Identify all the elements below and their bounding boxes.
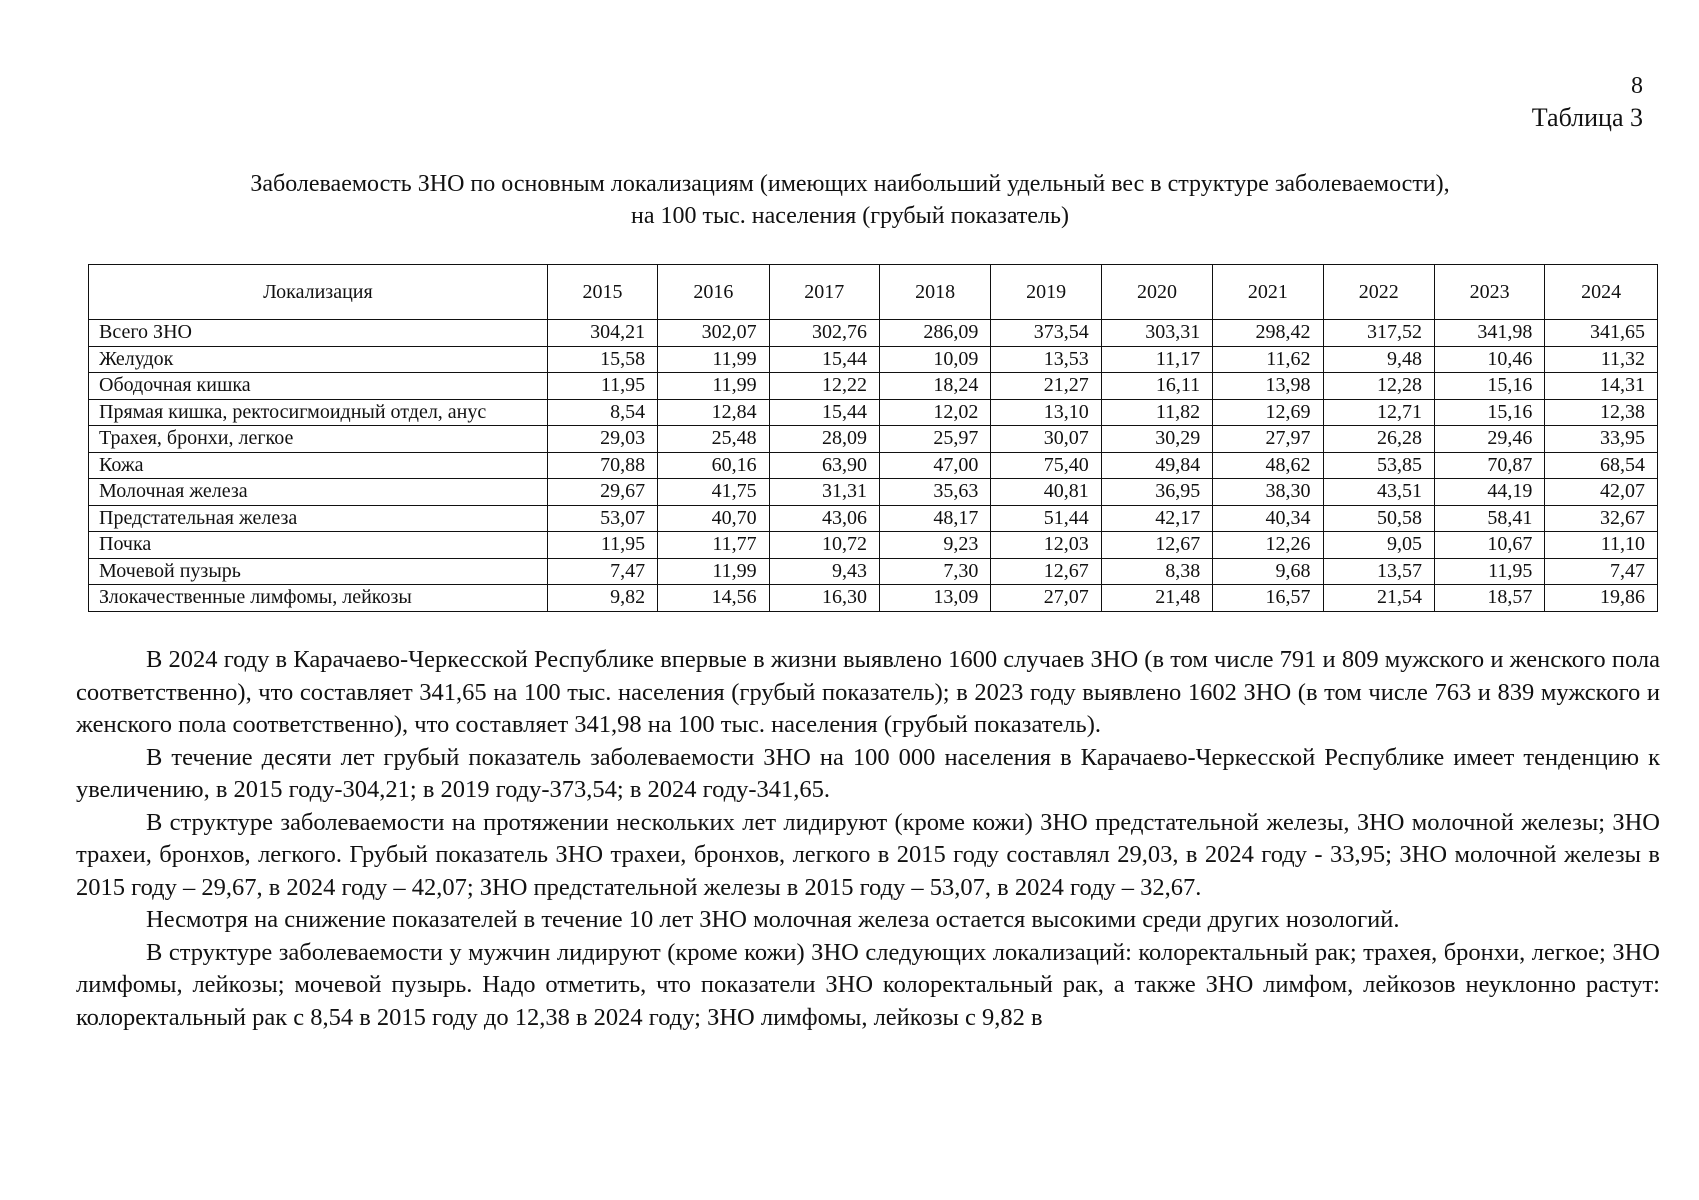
value-cell: 12,67 (991, 558, 1101, 585)
value-cell: 25,48 (658, 426, 769, 453)
value-cell: 12,71 (1323, 399, 1434, 426)
value-cell: 11,95 (1434, 558, 1544, 585)
value-cell: 41,75 (658, 479, 769, 506)
value-cell: 12,26 (1213, 532, 1323, 559)
value-cell: 25,97 (879, 426, 990, 453)
value-cell: 68,54 (1545, 452, 1658, 479)
value-cell: 11,95 (547, 373, 657, 400)
header-cell-year: 2017 (769, 265, 879, 320)
value-cell: 48,17 (879, 505, 990, 532)
value-cell: 10,67 (1434, 532, 1544, 559)
value-cell: 43,06 (769, 505, 879, 532)
value-cell: 13,09 (879, 585, 990, 612)
value-cell: 58,41 (1434, 505, 1544, 532)
incidence-table (88, 264, 1658, 612)
value-cell: 341,65 (1545, 320, 1658, 347)
value-cell: 13,98 (1213, 373, 1323, 400)
row-label-cell: Предстательная железа (89, 505, 548, 532)
value-cell: 12,22 (769, 373, 879, 400)
value-cell: 21,27 (991, 373, 1101, 400)
value-cell: 9,43 (769, 558, 879, 585)
value-cell: 29,67 (547, 479, 657, 506)
header-cell-year: 2019 (991, 265, 1101, 320)
value-cell: 70,87 (1434, 452, 1544, 479)
value-cell: 11,82 (1101, 399, 1212, 426)
value-cell: 15,58 (547, 346, 657, 373)
table-row (89, 585, 1658, 612)
value-cell: 29,03 (547, 426, 657, 453)
value-cell: 40,70 (658, 505, 769, 532)
value-cell: 12,03 (991, 532, 1101, 559)
value-cell: 12,69 (1213, 399, 1323, 426)
page-number: 8 (1631, 73, 1643, 99)
value-cell: 373,54 (991, 320, 1101, 347)
header-cell-year: 2023 (1434, 265, 1544, 320)
row-label-cell: Желудок (89, 346, 548, 373)
paragraph: В 2024 году в Карачаево-Черкесской Республике впервые в жизни выявлено 1600 случаев ЗНО (в том числе 791 и 809 мужского и женского пола соответственно), что составляет 341,65 на 100 тыс. населения (грубый показатель); в 2023 году выявлено 1602 ЗНО (в том числе 763 и 839 мужского и женского пола соответственно), что составляет 341,98 на 100 тыс. населения (грубый показатель). (76, 646, 1660, 738)
header-cell-year: 2024 (1545, 265, 1658, 320)
value-cell: 11,62 (1213, 346, 1323, 373)
value-cell: 304,21 (547, 320, 657, 347)
value-cell: 40,34 (1213, 505, 1323, 532)
table-row (89, 426, 1658, 453)
value-cell: 33,95 (1545, 426, 1658, 453)
value-cell: 75,40 (991, 452, 1101, 479)
table-title-line-1: Заболеваемость ЗНО по основным локализациям (имеющих наибольший удельный вес в структуре заболеваемости), (250, 171, 1450, 197)
value-cell: 19,86 (1545, 585, 1658, 612)
value-cell: 12,84 (658, 399, 769, 426)
row-label-cell: Кожа (89, 452, 548, 479)
value-cell: 42,17 (1101, 505, 1212, 532)
paragraph: В структуре заболеваемости на протяжении нескольких лет лидируют (кроме кожи) ЗНО предстательной железы, ЗНО молочной железы; ЗНО трахеи, бронхов, легкого. Грубый показатель ЗНО трахеи, бронхов, легкого в 2015 году составлял 29,03, в 2024 году - 33,95; ЗНО молочной железы в 2015 году – 29,67, в 2024 году – 42,07; ЗНО предстательной железы в 2015 году – 53,07, в 2024 году – 32,67. (76, 808, 1660, 901)
header-cell-year: 2018 (879, 265, 990, 320)
row-label-cell: Всего ЗНО (89, 320, 548, 347)
value-cell: 12,02 (879, 399, 990, 426)
table-row (89, 346, 1658, 373)
value-cell: 10,09 (879, 346, 990, 373)
value-cell: 12,28 (1323, 373, 1434, 400)
value-cell: 13,10 (991, 399, 1101, 426)
value-cell: 11,10 (1545, 532, 1658, 559)
value-cell: 15,16 (1434, 399, 1544, 426)
value-cell: 317,52 (1323, 320, 1434, 347)
value-cell: 43,51 (1323, 479, 1434, 506)
value-cell: 11,77 (658, 532, 769, 559)
value-cell: 13,53 (991, 346, 1101, 373)
value-cell: 18,24 (879, 373, 990, 400)
value-cell: 35,63 (879, 479, 990, 506)
value-cell: 11,17 (1101, 346, 1212, 373)
value-cell: 31,31 (769, 479, 879, 506)
value-cell: 38,30 (1213, 479, 1323, 506)
value-cell: 9,05 (1323, 532, 1434, 559)
header-cell-year: 2015 (547, 265, 657, 320)
table-row (89, 479, 1658, 506)
table-row (89, 558, 1658, 585)
value-cell: 15,44 (769, 346, 879, 373)
row-label-cell: Ободочная кишка (89, 373, 548, 400)
header-cell-year: 2022 (1323, 265, 1434, 320)
value-cell: 16,11 (1101, 373, 1212, 400)
header-cell-year: 2020 (1101, 265, 1212, 320)
value-cell: 26,28 (1323, 426, 1434, 453)
row-label-cell: Прямая кишка, ректосигмоидный отдел, анус (89, 399, 548, 426)
value-cell: 11,99 (658, 373, 769, 400)
value-cell: 21,48 (1101, 585, 1212, 612)
value-cell: 53,07 (547, 505, 657, 532)
value-cell: 9,23 (879, 532, 990, 559)
table-row (89, 320, 1658, 347)
value-cell: 14,31 (1545, 373, 1658, 400)
table-row (89, 373, 1658, 400)
value-cell: 27,97 (1213, 426, 1323, 453)
header-cell-year: 2016 (658, 265, 769, 320)
value-cell: 11,32 (1545, 346, 1658, 373)
table-header-row (89, 265, 1658, 320)
header-cell-localization: Локализация (89, 265, 548, 320)
value-cell: 29,46 (1434, 426, 1544, 453)
value-cell: 10,46 (1434, 346, 1544, 373)
value-cell: 7,47 (547, 558, 657, 585)
value-cell: 50,58 (1323, 505, 1434, 532)
row-label-cell: Почка (89, 532, 548, 559)
value-cell: 27,07 (991, 585, 1101, 612)
value-cell: 49,84 (1101, 452, 1212, 479)
value-cell: 12,38 (1545, 399, 1658, 426)
value-cell: 70,88 (547, 452, 657, 479)
table-row (89, 399, 1658, 426)
value-cell: 303,31 (1101, 320, 1212, 347)
value-cell: 30,29 (1101, 426, 1212, 453)
value-cell: 40,81 (991, 479, 1101, 506)
value-cell: 12,67 (1101, 532, 1212, 559)
value-cell: 16,30 (769, 585, 879, 612)
paragraph: Несмотря на снижение показателей в течение 10 лет ЗНО молочная железа остается высокими среди других нозологий. (146, 906, 1400, 933)
value-cell: 36,95 (1101, 479, 1212, 506)
value-cell: 14,56 (658, 585, 769, 612)
header-cell-year: 2021 (1213, 265, 1323, 320)
value-cell: 8,38 (1101, 558, 1212, 585)
value-cell: 7,30 (879, 558, 990, 585)
value-cell: 10,72 (769, 532, 879, 559)
value-cell: 302,07 (658, 320, 769, 347)
value-cell: 53,85 (1323, 452, 1434, 479)
value-cell: 286,09 (879, 320, 990, 347)
value-cell: 47,00 (879, 452, 990, 479)
value-cell: 42,07 (1545, 479, 1658, 506)
value-cell: 341,98 (1434, 320, 1544, 347)
value-cell: 11,99 (658, 558, 769, 585)
value-cell: 9,68 (1213, 558, 1323, 585)
paragraph: В течение десяти лет грубый показатель заболеваемости ЗНО на 100 000 населения в Карачаево-Черкесской Республике имеет тенденцию к увеличению, в 2015 году-304,21; в 2019 году-373,54; в 2024 году-341,65. (76, 743, 1660, 803)
body-text (76, 644, 1660, 1034)
value-cell: 9,82 (547, 585, 657, 612)
value-cell: 51,44 (991, 505, 1101, 532)
value-cell: 302,76 (769, 320, 879, 347)
value-cell: 15,44 (769, 399, 879, 426)
value-cell: 11,95 (547, 532, 657, 559)
value-cell: 30,07 (991, 426, 1101, 453)
table-row (89, 532, 1658, 559)
value-cell: 8,54 (547, 399, 657, 426)
value-cell: 60,16 (658, 452, 769, 479)
table-title (60, 168, 1640, 232)
value-cell: 11,99 (658, 346, 769, 373)
table-title-line-2: на 100 тыс. населения (грубый показатель) (631, 203, 1069, 229)
value-cell: 48,62 (1213, 452, 1323, 479)
value-cell: 21,54 (1323, 585, 1434, 612)
value-cell: 7,47 (1545, 558, 1658, 585)
value-cell: 63,90 (769, 452, 879, 479)
value-cell: 16,57 (1213, 585, 1323, 612)
table-label: Таблица 3 (1531, 103, 1643, 132)
paragraph: В структуре заболеваемости у мужчин лидируют (кроме кожи) ЗНО следующих локализаций: колоректальный рак; трахея, бронхи, легкое; ЗНО лимфомы, лейкозы; мочевой пузырь. Надо отметить, что показатели ЗНО колоректальный рак, а также ЗНО лимфом, лейкозов неуклонно растут: колоректальный рак с 8,54 в 2015 году до 12,38 в 2024 году; ЗНО лимфомы, лейкозы с 9,82 в (76, 938, 1660, 1031)
value-cell: 13,57 (1323, 558, 1434, 585)
row-label-cell: Мочевой пузырь (89, 558, 548, 585)
table-row (89, 505, 1658, 532)
value-cell: 298,42 (1213, 320, 1323, 347)
value-cell: 32,67 (1545, 505, 1658, 532)
value-cell: 9,48 (1323, 346, 1434, 373)
table-row (89, 452, 1658, 479)
row-label-cell: Молочная железа (89, 479, 548, 506)
value-cell: 44,19 (1434, 479, 1544, 506)
row-label-cell: Трахея, бронхи, легкое (89, 426, 548, 453)
value-cell: 18,57 (1434, 585, 1544, 612)
value-cell: 28,09 (769, 426, 879, 453)
value-cell: 15,16 (1434, 373, 1544, 400)
row-label-cell: Злокачественные лимфомы, лейкозы (89, 585, 548, 612)
